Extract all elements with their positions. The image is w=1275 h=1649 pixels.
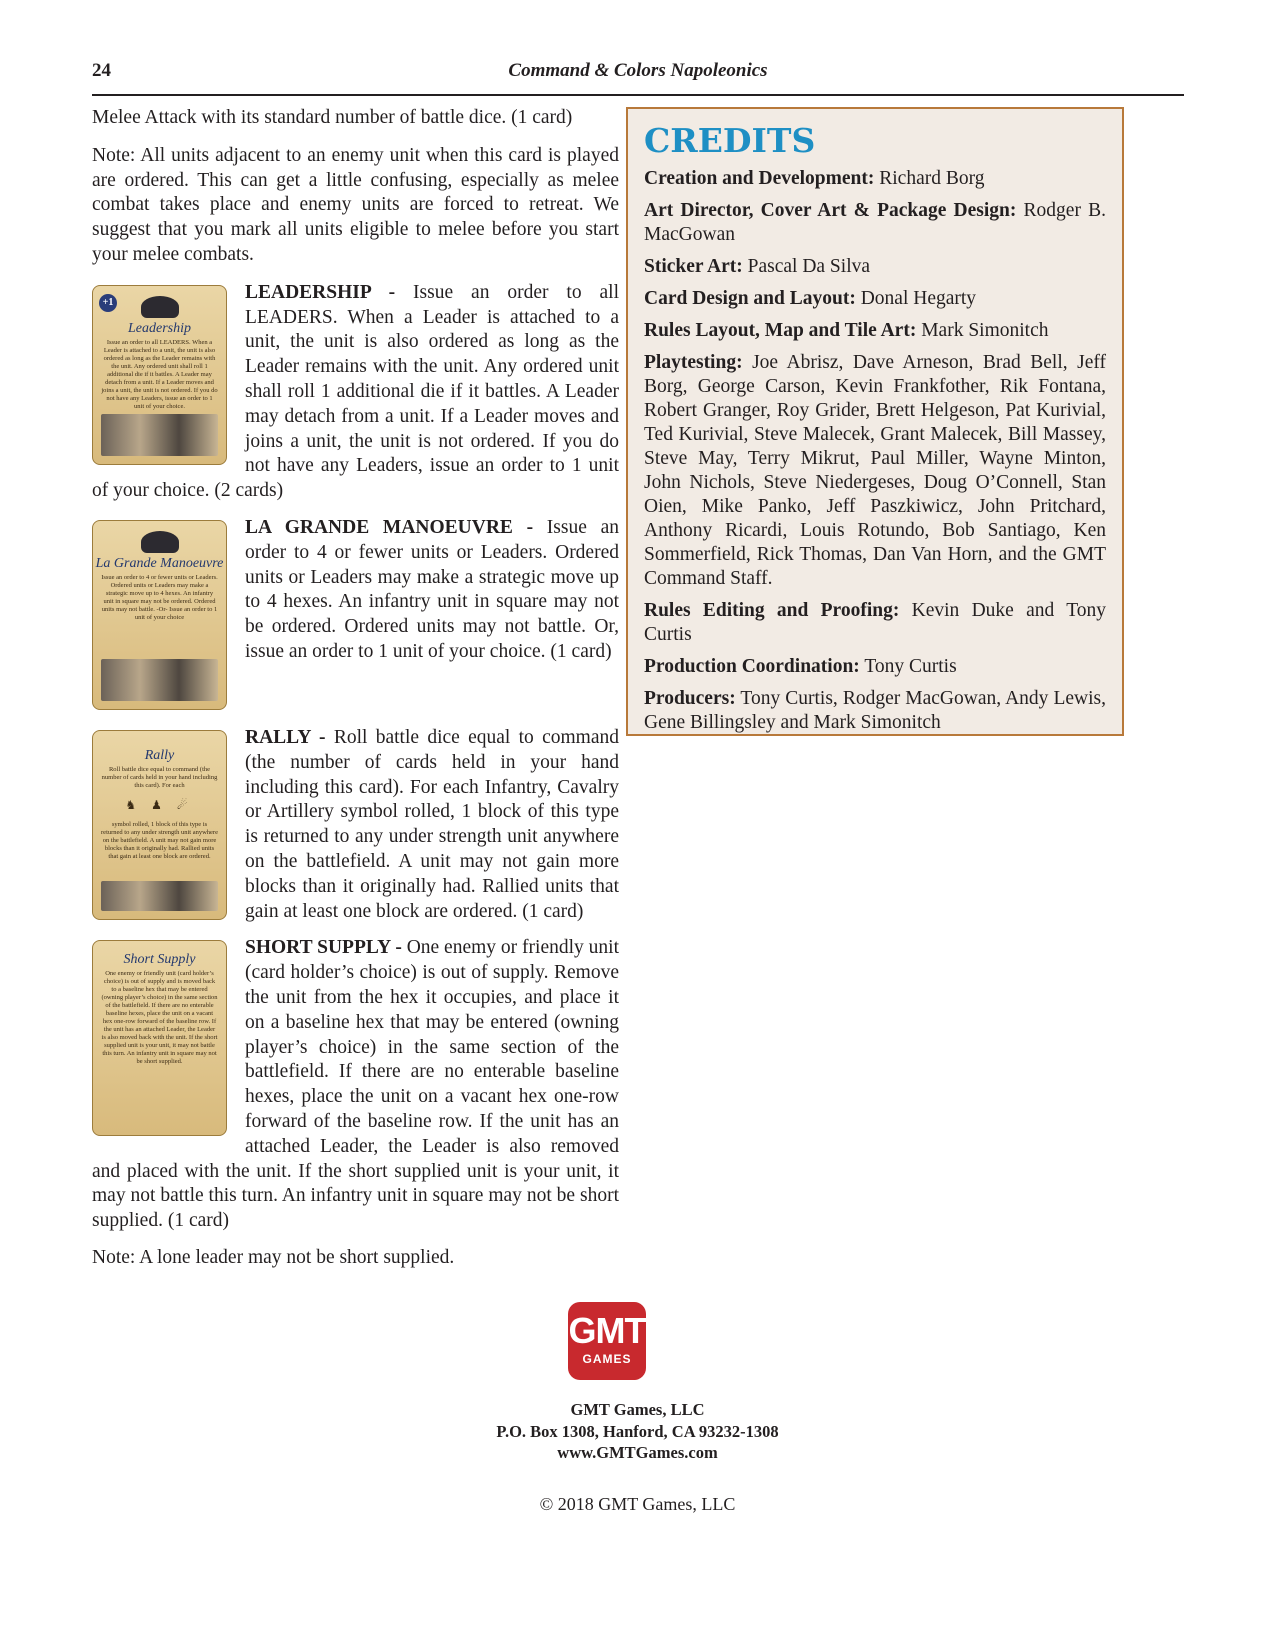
credit-item xyxy=(644,287,1106,311)
credit-item xyxy=(644,319,1106,343)
plus-one-badge: +1 xyxy=(99,294,117,312)
unit-symbols-icon: ♞ ♟ ☄ xyxy=(125,797,194,812)
credit-label: Production Coordination: xyxy=(644,656,860,677)
card-text: Issue an order to all LEADERS. When a Leader is attached to a unit, the unit is also ordered as long as the Leader remains with the unit. Any ordered unit shall roll 1 additional die if it battles. A Leader may detach from a unit. If a Leader moves and joins a unit, the unit is not ordered. If you do not have any Leaders, issue an order to 1 unit of your choice. xyxy=(101,338,218,410)
card-title: Rally xyxy=(144,747,175,763)
credit-value: Tony Curtis, Rodger MacGowan, Andy Lewis, Gene Billingsley and Mark Simonitch xyxy=(644,688,1106,733)
credit-value: Mark Simonitch xyxy=(916,320,1049,341)
credit-label: Sticker Art: xyxy=(644,256,743,277)
card-illustration xyxy=(101,881,218,911)
credit-item xyxy=(644,655,1106,679)
card-illustration xyxy=(101,659,218,701)
note-paragraph-2: Note: A lone leader may not be short supplied. xyxy=(92,1246,455,1268)
credit-value: Rodger B. MacGowan xyxy=(644,200,1106,245)
card-title: Short Supply xyxy=(123,952,196,968)
entry-heading: SHORT SUPPLY - xyxy=(245,937,402,959)
credit-value: Tony Curtis xyxy=(859,656,957,677)
note-paragraph: Note: All units adjacent to an enemy unit when this card is played are ordered. This can get a little confusing, especially as melee combat takes place and enemy units are forced to retreat. We suggest that you mark all units eligible to melee before you start your melee combats. xyxy=(92,144,619,265)
credit-value: Richard Borg xyxy=(874,168,985,189)
page-header xyxy=(92,58,1184,96)
card-title: Leadership xyxy=(128,320,191,336)
credit-label: Rules Editing and Proofing: xyxy=(644,600,900,621)
bicorne-hat-icon xyxy=(141,531,179,553)
postal-address: P.O. Box 1308, Hanford, CA 93232-1308 xyxy=(496,1421,779,1441)
page-number: 24 xyxy=(92,60,111,81)
la-grande-manoeuvre-card-image xyxy=(92,520,227,710)
credit-value: Kevin Duke and Tony Curtis xyxy=(644,600,1106,645)
card-entry-la-grande-manoeuvre xyxy=(92,516,619,714)
gmt-games-logo xyxy=(568,1302,646,1380)
credits-box xyxy=(626,107,1124,736)
credit-value: Donal Hegarty xyxy=(855,288,977,309)
credit-value: Pascal Da Silva xyxy=(742,256,871,277)
logo-text: GMT xyxy=(568,1310,646,1351)
credits-title: CREDITS xyxy=(644,121,816,160)
left-column xyxy=(92,106,619,1284)
card-text: Roll battle dice equal to command (the number of cards held in your hand including this card). For each xyxy=(101,765,218,789)
credit-label: Playtesting: xyxy=(644,352,743,373)
entry-heading: RALLY - xyxy=(245,726,326,748)
website-link[interactable]: www.GMTGames.com xyxy=(557,1443,718,1462)
rally-card-image xyxy=(92,730,227,920)
card-text: One enemy or friendly unit (card holder’s choice) is out of supply and is moved back to a baseline hex that may be entered (owning player’s choice) in the same section of the battlefield. If there are no enterable baseline hexes, place the unit on a vacant hex one-row forward of the baseline row. If the unit has an attached Leader, the Leader is also moved back with the unit. If the short supplied unit is your unit, it may not battle this turn. An infantry unit in square may not be short supplied. xyxy=(101,970,218,1066)
entry-body: Issue an order to 4 or fewer units or Leaders. Ordered units or Leaders may make a strategic move up to 4 hexes. An infantry unit in square may not be ordered. Ordered units may not battle. Or, issue an order to 1 unit of your choice. (1 card) xyxy=(245,516,619,662)
credit-item xyxy=(644,167,1106,191)
credit-label: Rules Layout, Map and Tile Art: xyxy=(644,320,917,341)
logo-subtext: GAMES xyxy=(582,1352,632,1366)
credit-item xyxy=(644,255,1106,279)
entry-body: Issue an order to all LEADERS. When a Leader is attached to a unit, the unit is also ordered as long as the Leader remains with the unit. Any ordered unit shall roll 1 additional die if it battles. A Leader may detach from a unit. If a Leader moves and joins a unit, the unit is not ordered. If you do not have any Leaders, issue an order to 1 unit of your choice. (2 cards) xyxy=(92,281,619,502)
entry-body: One enemy or friendly unit (card holder’s choice) is out of supply. Remove the unit from the hex it occupies, and place it on a baseline hex that may be entered (owning player’s choice) in the same section of the battlefield. If there are no enterable baseline hexes, place the unit on a vacant hex one-row forward of the baseline row. If the unit has an attached Leader, the Leader is also removed and placed with the unit. If the short supplied unit is your unit, it may not battle this turn. An infantry unit in square may not be short supplied. (1 card) xyxy=(92,937,619,1232)
entry-heading: LA GRANDE MANOEUVRE - xyxy=(245,516,534,538)
intro-paragraph: Melee Attack with its standard number of battle dice. (1 card) xyxy=(92,107,573,128)
credit-label: Producers: xyxy=(644,688,736,709)
credit-value: Joe Abrisz, Dave Arneson, Brad Bell, Jeff Borg, George Carson, Kevin Frankfother, Rik Fontana, Robert Granger, Roy Grider, Brett Helgeson, Pat Kurivial, Ted Kurivial, Steve Malecek, Grant Malecek, Bill Massey, Steve May, Terry Mikrut, Paul Miller, Wayne Minton, John Nichols, Steve Niedergeses, Doug O’Connell, Stan Oien, Mike Panko, Jeff Paszkiwicz, John Pritchard, Anthony Ricardi, Louis Rotundo, Bob Santiago, Ken Sommerfield, Rick Thomas, Dan Van Horn, and the GMT Command Staff. xyxy=(644,352,1106,589)
company-name: GMT Games, LLC xyxy=(570,1400,705,1419)
card-text: Issue an order to 4 or fewer units or Leaders. Ordered units or Leaders may make a strategic move up to 4 hexes. An infantry unit in square may not be ordered. Ordered units may not battle. -Or- Issue an order to 1 unit of your choice xyxy=(101,573,218,621)
entry-body: Roll battle dice equal to command (the number of cards held in your hand including this card). For each Infantry, Cavalry or Artillery symbol rolled, 1 block of this type is returned to any under strength unit anywhere on the battlefield. A unit may not gain more blocks than it originally had. Rallied units that gain at least one block are ordered. (1 card) xyxy=(245,726,619,922)
copyright-notice: © 2018 GMT Games, LLC xyxy=(539,1494,736,1514)
bicorne-hat-icon xyxy=(141,296,179,318)
card-text-bottom: symbol rolled, 1 block of this type is returned to any under strength unit anywhere on the battlefield. A unit may not gain more blocks than it originally had. Rallied units that gain at least one block are ordered. xyxy=(101,820,218,860)
card-entry-short-supply xyxy=(92,936,619,1234)
credit-item xyxy=(644,351,1106,591)
credit-item xyxy=(644,199,1106,247)
card-title: La Grande Manoeuvre xyxy=(95,555,224,571)
card-entry-leadership xyxy=(92,281,619,504)
running-title: Command & Colors Napoleonics xyxy=(508,60,768,81)
credit-label: Creation and Development: xyxy=(644,168,875,189)
publisher-address xyxy=(300,1399,975,1464)
credit-item xyxy=(644,687,1106,735)
entry-heading: LEADERSHIP - xyxy=(245,281,396,303)
card-entry-rally xyxy=(92,726,619,924)
credit-label: Art Director, Cover Art & Package Design: xyxy=(644,200,1017,221)
credit-item xyxy=(644,599,1106,647)
credit-label: Card Design and Layout: xyxy=(644,288,856,309)
short-supply-card-image xyxy=(92,940,227,1136)
leadership-card-image xyxy=(92,285,227,465)
card-illustration xyxy=(101,414,218,456)
